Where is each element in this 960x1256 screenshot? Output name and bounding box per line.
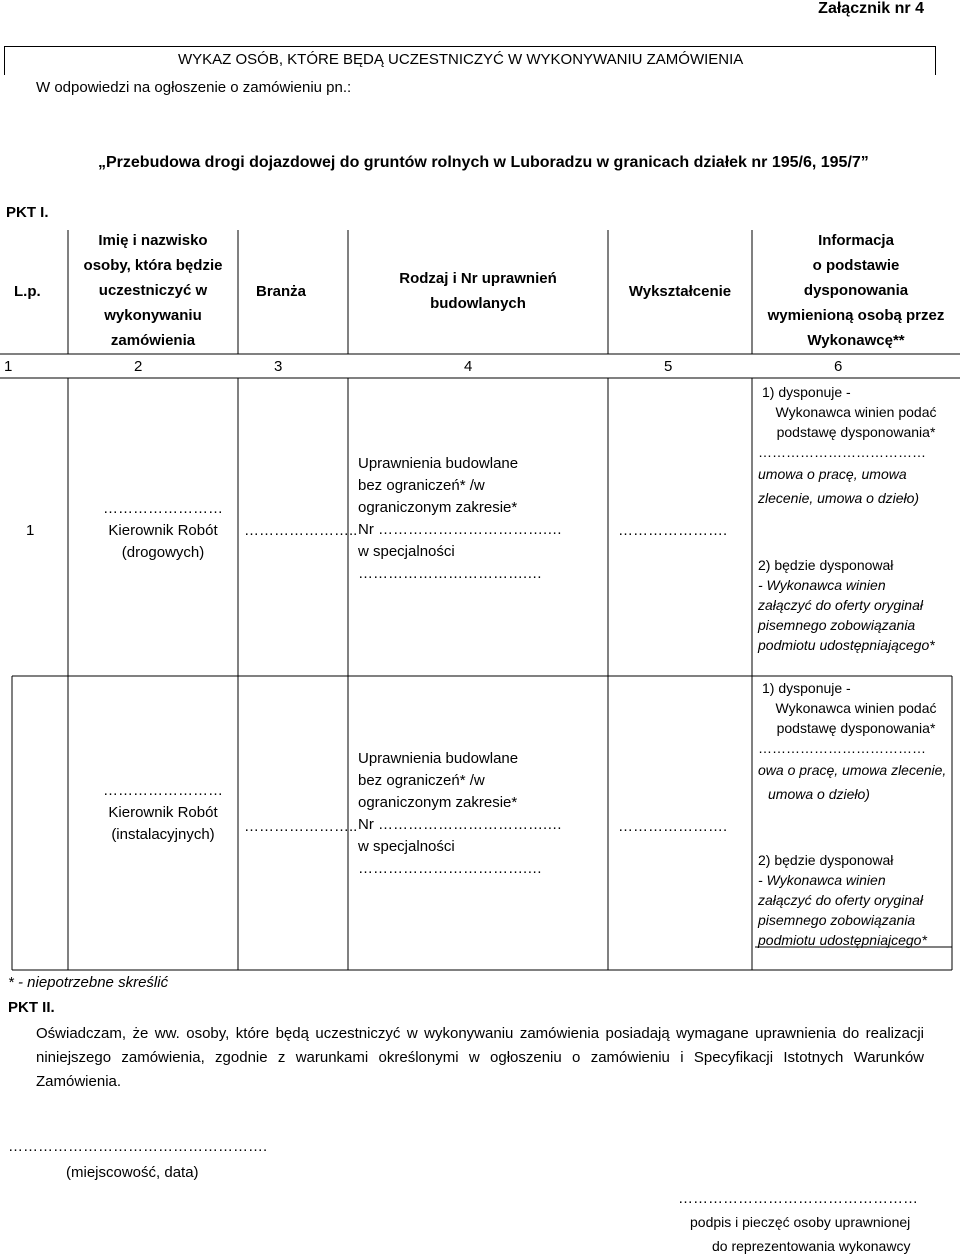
signature-line: ………………………………………… (678, 1190, 918, 1207)
info-line: pisemnego zobowiązania (758, 617, 916, 633)
row-rights-line: Nr …………………………….… (358, 521, 563, 538)
row-rights-line: …………………………….… (358, 565, 543, 582)
header-info-line: o podstawie (812, 257, 900, 274)
header-branch: Branża (255, 283, 307, 300)
section-pkt-2: PKT II. (8, 999, 55, 1016)
footnote: * - niepotrzebne skreślić (8, 974, 169, 991)
row-rights-line: ograniczonym zakresie* (358, 794, 518, 811)
row-1-info-will (758, 555, 954, 655)
place-date-label: (miejscowość, data) (66, 1164, 199, 1181)
annex-label: Załącznik nr 4 (818, 0, 924, 17)
header-name-line: zamówienia (110, 332, 196, 349)
row-name-line: (drogowych) (121, 544, 205, 561)
row-1-education: …………………. (618, 522, 728, 539)
info-line: 2) będzie dysponował (758, 557, 894, 573)
info-line: załączyć do oferty oryginał (758, 597, 923, 613)
row-rights-line: Uprawnienia budowlane (358, 750, 519, 767)
row-2-rights (358, 748, 562, 880)
row-1-lp: 1 (26, 522, 35, 539)
header-name-line: osoby, która będzie (83, 257, 223, 274)
info-line: umowa o dzieło) (768, 786, 870, 802)
info-line: owa o pracę, umowa zlecenie, (758, 762, 947, 778)
column-number: 6 (834, 358, 843, 375)
info-line: ……………………………… (758, 444, 926, 460)
row-rights-line: bez ograniczeń* /w (358, 477, 485, 494)
info-line: podmiotu udostępniającego* (758, 637, 935, 653)
row-rights-line: …………………………….… (358, 860, 543, 877)
row-2-education: …………………. (618, 818, 728, 835)
column-number: 5 (664, 358, 673, 375)
header-info (752, 228, 960, 353)
info-line: 1) dysponuje - (762, 680, 851, 696)
row-rights-line: w specjalności (358, 543, 455, 560)
declaration-text: Oświadczam, że ww. osoby, które będą uczestniczyć w wykonywaniu zamówienia posiadają wymagane uprawnienia do realizacji niniejszego zamówienia, zgodnie z warunkami określonymi w ogłoszeniu o zamówieniu i Specyfikacji Istotnych Warunków Zamówienia. (36, 1025, 924, 1090)
row-name-line: …………………… (103, 500, 223, 517)
signature-label-2: do reprezentowania wykonawcy (712, 1238, 911, 1254)
header-name-line: uczestniczyć w (98, 282, 208, 299)
header-info-line: wymienioną osobą przez (767, 307, 945, 324)
row-name-line: …………………… (103, 782, 223, 799)
place-date-line: ……………………………………………. (8, 1138, 268, 1155)
header-info-line: Informacja (818, 232, 894, 249)
header-info-line: Wykonawcę** (807, 332, 905, 349)
info-line: 2) będzie dysponował (758, 852, 894, 868)
info-line: podmiotu udostępniajcego* (758, 932, 927, 948)
column-number: 3 (274, 358, 283, 375)
header-lp: L.p. (14, 283, 41, 300)
row-rights-line: Nr …………………………….… (358, 816, 563, 833)
info-line: zlecenie, umowa o dzieło) (758, 490, 920, 506)
info-line: Wykonawca winien podać (775, 700, 937, 716)
row-2-name (68, 780, 258, 846)
row-2-branch: ………………….. (244, 818, 358, 835)
column-number: 4 (464, 358, 473, 375)
row-1-info-owned (758, 382, 954, 508)
section-pkt-1: PKT I. (6, 204, 49, 221)
header-rights-line: Rodzaj i Nr uprawnień (399, 270, 557, 287)
info-line: podstawę dysponowania* (776, 424, 936, 440)
row-name-line: Kierownik Robót (108, 804, 218, 821)
row-rights-line: ograniczonym zakresie* (358, 499, 518, 516)
contract-subject: „Przebudowa drogi dojazdowej do gruntów rolnych w Luboradzu w granicach działek nr 195/6, 195/7” (98, 154, 869, 171)
row-name-line: (instalacyjnych) (111, 826, 215, 843)
row-2-info-will (758, 850, 954, 950)
info-line: załączyć do oferty oryginał (758, 892, 923, 908)
header-education: Wykształcenie (628, 283, 732, 300)
header-rights-line: budowlanych (430, 295, 526, 312)
row-rights-line: w specjalności (358, 838, 455, 855)
column-number: 1 (4, 358, 13, 375)
row-rights-line: Uprawnienia budowlane (358, 455, 519, 472)
column-number: 2 (134, 358, 143, 375)
header-name-line: Imię i nazwisko (98, 232, 208, 249)
info-line: ……………………………… (758, 740, 926, 756)
info-line: - Wykonawca winien (758, 872, 886, 888)
info-line: - Wykonawca winien (758, 577, 886, 593)
row-rights-line: bez ograniczeń* /w (358, 772, 485, 789)
row-1-name (68, 498, 258, 564)
signature-label-1: podpis i pieczęć osoby uprawnionej (690, 1214, 911, 1230)
info-line: Wykonawca winien podać (775, 404, 937, 420)
document-subtitle: W odpowiedzi na ogłoszenie o zamówieniu pn.: (36, 79, 352, 96)
header-rights (348, 266, 608, 316)
document-title: WYKAZ OSÓB, KTÓRE BĘDĄ UCZESTNICZYĆ W WYKONYWANIU ZAMÓWIENIA (178, 51, 744, 68)
row-name-line: Kierownik Robót (108, 522, 218, 539)
header-name-line: wykonywaniu (104, 307, 202, 324)
row-2-info-owned (758, 678, 954, 804)
header-name (68, 228, 238, 353)
info-line: umowa o pracę, umowa (758, 466, 907, 482)
info-line: pisemnego zobowiązania (758, 912, 916, 928)
row-1-rights (358, 453, 562, 585)
header-info-line: dysponowania (803, 282, 909, 299)
info-line: 1) dysponuje - (762, 384, 851, 400)
row-1-branch: ………………….. (244, 522, 358, 539)
info-line: podstawę dysponowania* (776, 720, 936, 736)
